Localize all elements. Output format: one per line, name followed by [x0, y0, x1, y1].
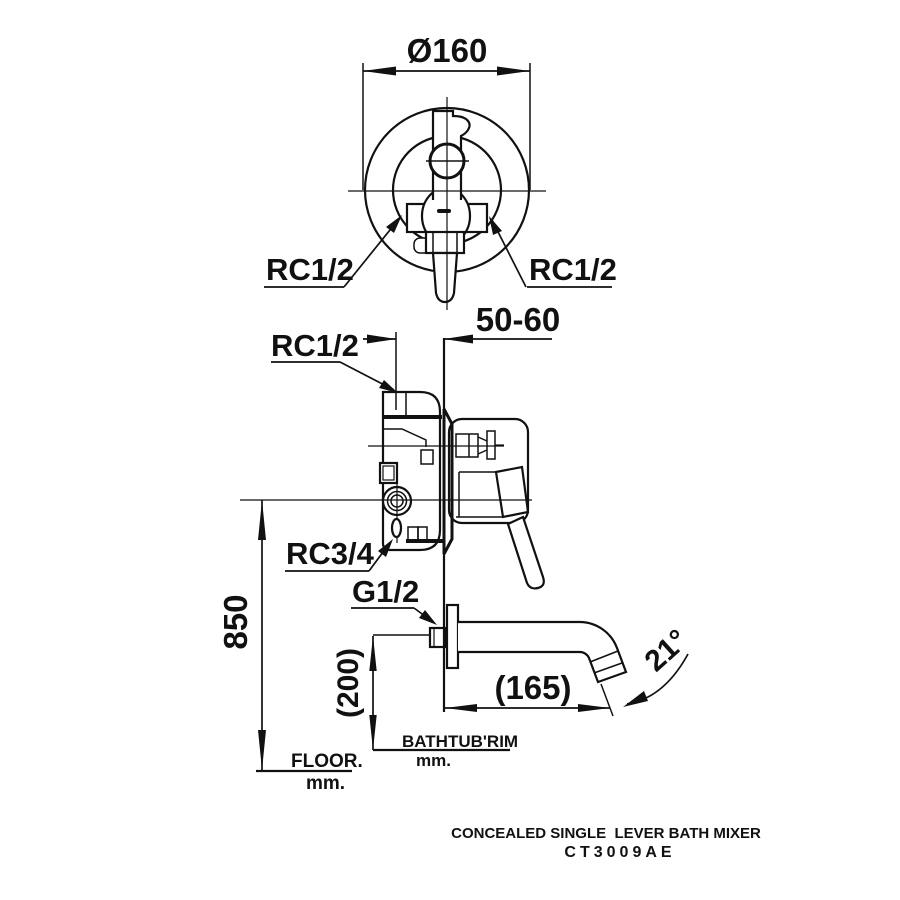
caption-bathtub-rim [373, 732, 518, 770]
arrowhead-bottom [369, 715, 376, 750]
rim-200-label: (200) [332, 647, 365, 719]
arrowhead-right [444, 335, 473, 344]
arc-arrowhead [623, 691, 648, 707]
arrowhead-top [258, 500, 266, 540]
leader-arrowhead [378, 539, 393, 557]
trim-recess [456, 467, 528, 517]
ball-dash-mark [437, 209, 451, 213]
dim-wall-depth [363, 301, 560, 410]
wall-depth-label: 50-60 [475, 301, 561, 338]
arrowhead-top [369, 636, 376, 671]
handle-neck [426, 232, 464, 253]
bathtub-rim-text: BATHTUB'RIM [402, 732, 519, 751]
floor-text: FLOOR. [291, 751, 363, 772]
leader-arrowhead [419, 610, 437, 625]
product-name: CONCEALED SINGLE LEVER BATH MIXER [451, 825, 761, 842]
rc34-nipple [392, 519, 401, 537]
label-rc34 [285, 536, 393, 571]
g12-text: G1/2 [352, 574, 420, 609]
spout-nut [430, 628, 445, 647]
arrowhead-left [367, 335, 396, 344]
bottom-step-rect [418, 527, 427, 541]
label-g12 [351, 574, 437, 625]
lever-handle-side [508, 517, 544, 588]
arrowhead-right [578, 704, 610, 712]
title-block [451, 825, 761, 861]
knob-cap [487, 431, 495, 459]
arrowhead-left [445, 704, 477, 712]
caption-floor [256, 751, 363, 794]
arrowhead-bottom [258, 730, 266, 770]
arrowhead-right [497, 67, 530, 76]
label-rc12-left [264, 215, 402, 287]
extension-line-slanted [601, 684, 613, 716]
rc12-left-text: RC1/2 [266, 252, 354, 287]
lever-hub [496, 467, 528, 517]
bottom-step-rect [408, 527, 418, 541]
floor-unit: mm. [306, 773, 346, 794]
lever-handle-topview [433, 253, 457, 302]
side-view [217, 301, 694, 794]
leader-arrowhead [489, 216, 502, 235]
bathtub-rim-unit: mm. [416, 751, 451, 770]
spout-flange [447, 605, 458, 668]
height-850-label: 850 [217, 594, 254, 650]
top-view [264, 32, 617, 310]
rc34-text: RC3/4 [286, 536, 374, 571]
diameter-label: Ø160 [406, 32, 488, 69]
body-detail-rect [421, 450, 433, 464]
diverter-knob-side [456, 431, 504, 459]
leader-arrowhead [386, 215, 402, 233]
body-step-line [383, 429, 426, 447]
dim-height-850 [217, 500, 266, 770]
dim-reach-165 [445, 669, 613, 716]
reach-165-label: (165) [494, 669, 572, 706]
dim-angle-21 [623, 623, 694, 707]
angle-21-label: 21° [638, 623, 695, 679]
label-rc12-right [489, 216, 617, 287]
arrowhead-left [363, 67, 396, 76]
model-code: CT3009AE [564, 844, 676, 861]
rc12-side-text: RC1/2 [271, 328, 359, 363]
rc12-right-text: RC1/2 [529, 252, 617, 287]
valve-body [380, 392, 443, 550]
